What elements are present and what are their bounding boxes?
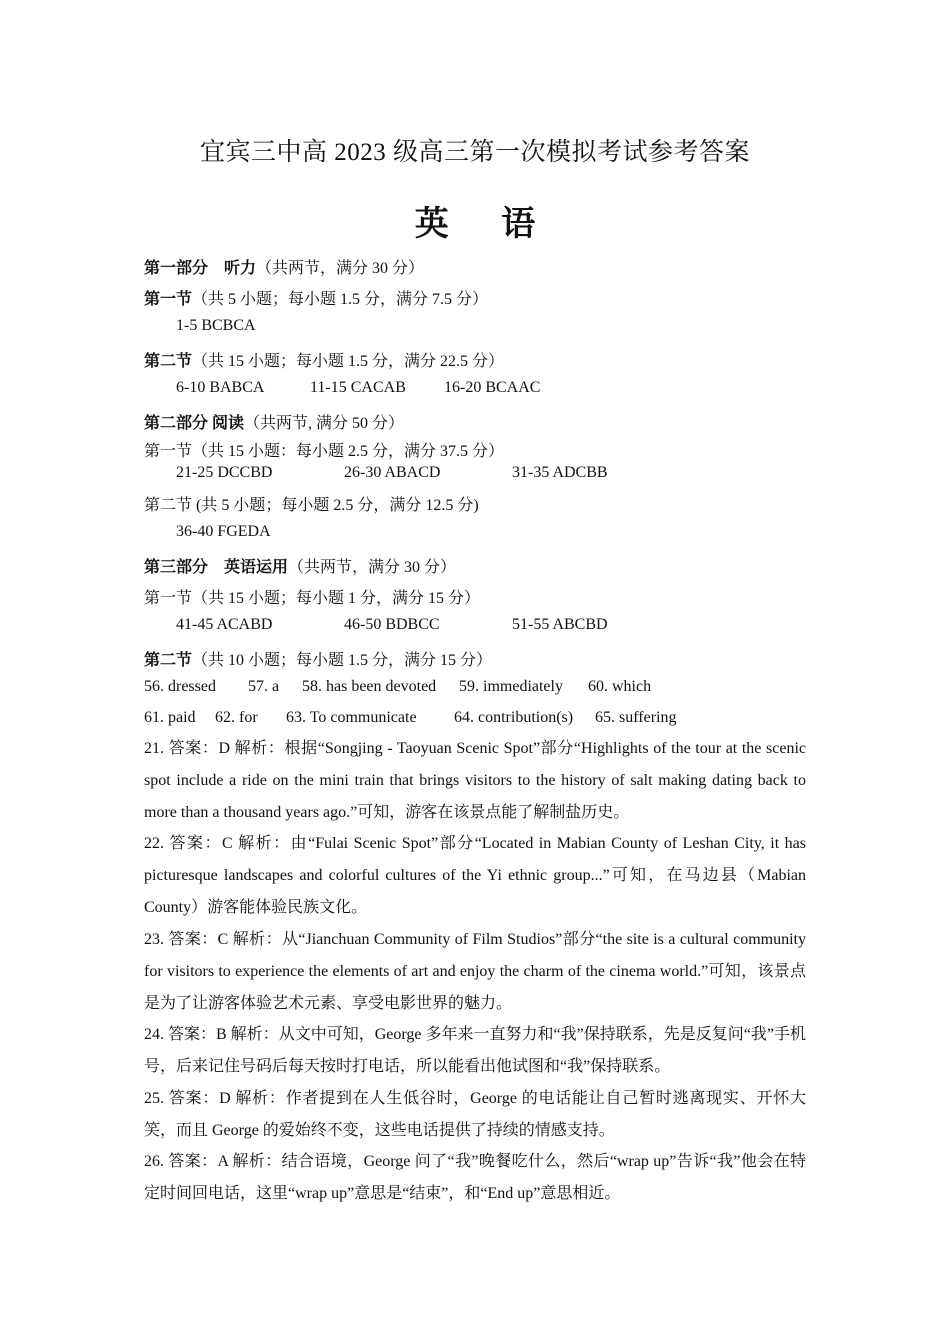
explanation-25: 25. 答案：D 解析：作者提到在人生低谷时，George 的电话能让自己暂时逃离现实、开怀大笑，而且 George 的爱始终不变，这些电话提供了持续的情感支持。	[144, 1090, 806, 1139]
explanation-26: 26. 答案：A 解析：结合语境，George 问了“我”晚餐吃什么，然后“wrap up”告诉“我”他会在特定时间回电话，这里“wrap up”意思是“结束”，和“End up”意思相近。	[144, 1153, 806, 1202]
part3-title: 第三部分 英语运用	[144, 559, 289, 576]
answers-31-35: 31-35 ADCBB	[512, 464, 608, 481]
fill-answer: 58. has been devoted	[302, 678, 437, 695]
part1-section2-note: （共 15 小题；每小题 1.5 分，满分 22.5 分）	[192, 353, 505, 370]
part1-section2-title: 第二节	[144, 353, 193, 370]
fill-answer: 62. for	[215, 709, 258, 726]
part3-section2-note: （共 10 小题；每小题 1.5 分，满分 15 分）	[192, 652, 493, 669]
explanation-22: 22. 答案：C 解析：由“Fulai Scenic Spot”部分“Located in Mabian County of Leshan City, it has picturesque landscapes and colorful cultures of the Yi ethnic group...”可知，在马边县（Mabian County）游客能体验民族文化。	[144, 835, 806, 916]
fill-answer: 56. dressed	[144, 678, 216, 695]
part3-section2-title: 第二节	[144, 652, 193, 669]
fill-answer: 63. To communicate	[286, 709, 417, 726]
part3-section1-heading: 第一节（共 15 小题；每小题 1 分，满分 15 分）	[144, 590, 481, 607]
answers-6-20	[176, 379, 540, 397]
subject-heading: 英 语	[414, 206, 558, 243]
part2-section2-heading: 第二节 (共 5 小题；每小题 2.5 分，满分 12.5 分)	[144, 497, 479, 514]
answers-11-15: 11-15 CACAB	[310, 379, 406, 396]
answers-21-25: 21-25 DCCBD	[176, 464, 273, 481]
part1-section2-heading	[144, 348, 504, 371]
answers-41-45: 41-45 ACABD	[176, 616, 273, 633]
fill-answer: 57. a	[248, 678, 280, 695]
part1-title: 第一部分 听力	[144, 260, 257, 277]
part1-heading	[144, 255, 424, 278]
answers-26-30: 26-30 ABACD	[344, 464, 441, 481]
answers-6-10: 6-10 BABCA	[176, 379, 265, 396]
part2-title: 第二部分 阅读	[144, 415, 245, 432]
explanation-21: 21. 答案：D 解析：根据“Songjing - Taoyuan Scenic Spot”部分“Highlights of the tour at the scenic spot include a ride on the mini train that brings visitors to the history of salt making dating back to more than a thousand years ago.”可知，游客在该景点能了解制盐历史。	[144, 740, 806, 821]
answers-36-40: 36-40 FGEDA	[176, 523, 271, 540]
answers-41-55	[176, 616, 608, 634]
fill-answers-56-60	[144, 678, 651, 696]
fill-answers-61-65	[144, 709, 676, 727]
part1-section1-note: （共 5 小题；每小题 1.5 分，满分 7.5 分）	[192, 291, 489, 308]
explanation-23: 23. 答案：C 解析：从“Jianchuan Community of Film Studios”部分“the site is a cultural community for visitors to experience the elements of art and enjoy the charm of the cinema world.”可知，该景点是为了让游客体验艺术元素、享受电影世界的魅力。	[144, 931, 806, 1012]
part1-section1-title: 第一节	[144, 291, 193, 308]
answers-51-55: 51-55 ABCBD	[512, 616, 608, 633]
part1-note: （共两节，满分 30 分）	[256, 260, 425, 277]
explanation-24: 24. 答案：B 解析：从文中可知，George 多年来一直努力和“我”保持联系，先是反复问“我”手机号，后来记住号码后每天按时打电话，所以能看出他试图和“我”保持联系。	[144, 1026, 806, 1075]
fill-answer: 59. immediately	[459, 678, 563, 695]
part2-heading	[144, 410, 404, 433]
part3-heading	[144, 554, 456, 577]
fill-answer: 60. which	[588, 678, 652, 695]
part2-note: （共两节, 满分 50 分）	[244, 415, 405, 432]
part2-section1-heading: 第一节（共 15 小题：每小题 2.5 分，满分 37.5 分）	[144, 443, 505, 460]
fill-answer: 65. suffering	[595, 709, 677, 726]
document-title: 宜宾三中高 2023 级高三第一次模拟考试参考答案	[199, 139, 750, 166]
part1-section1-heading	[144, 286, 488, 309]
fill-answer: 61. paid	[144, 709, 196, 726]
answers-16-20: 16-20 BCAAC	[444, 379, 541, 396]
part3-note: （共两节，满分 30 分）	[288, 559, 457, 576]
fill-answer: 64. contribution(s)	[454, 709, 574, 726]
answers-46-50: 46-50 BDBCC	[344, 616, 440, 633]
part3-section2-heading	[144, 647, 492, 670]
answers-1-5: 1-5 BCBCA	[176, 317, 256, 334]
answers-21-35	[176, 464, 608, 482]
